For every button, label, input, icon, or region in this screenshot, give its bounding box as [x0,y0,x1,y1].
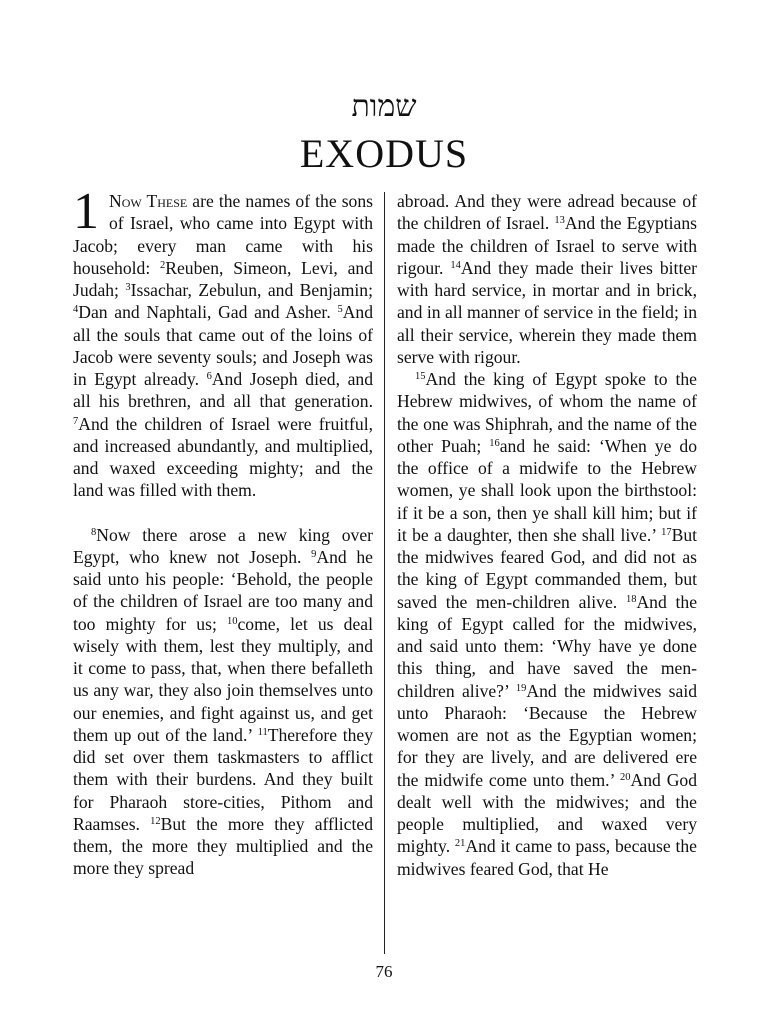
verse-text: Now there arose a new king over Egypt, who knew not Joseph. [73,524,373,567]
right-column [397,190,697,880]
paragraph [397,190,697,368]
verse-number: 4 [73,304,79,316]
verse-number: 15 [415,371,426,382]
verse-number: 20 [620,771,631,783]
verse-text: abroad. And they were adread because of the children of Israel. [397,191,697,234]
verse-text: Issachar, Zebulun, and Benjamin; [130,280,373,300]
verse-number: 12 [150,815,161,827]
verse-number: 18 [625,593,637,605]
verse-number: 7 [73,415,79,427]
verse-number: 6 [206,371,212,382]
page-number: 76 [375,962,393,981]
verse-text: And God dealt well with the midwives; and the people multiplied, and waxed very mighty. [397,769,697,857]
verse-text: And the children of Israel were fruitful, and increased abundantly, and multiplied, and waxed exceeding mighty; and the land was filled with them. [73,413,373,501]
verse-text: Therefore they did set over them taskmasters to afflict them with their burdens. And they built for Pharaoh store-cities, Pithom and Raamses. [73,724,373,834]
verse-text: And all the souls that came out of the loins of Jacob were seventy souls; and Joseph was in Egypt already. [73,302,373,389]
book-title: EXODUS [299,131,469,176]
verse-number: 17 [661,526,672,538]
verse-text: And the king of Egypt called for the midwives, and said unto them: ‘Why have ye done this thing, and have saved the men-children alive?’ [397,591,697,701]
opening-words: Now These [109,191,188,211]
verse-text: are the names of the sons of Israel, who came into Egypt with Jacob; every man came with his household: [73,191,373,278]
verse-number: 3 [125,282,131,293]
chapter-number: 1 [73,183,99,240]
verse-number: 9 [311,548,317,560]
verse-number: 5 [337,304,343,316]
verse-text: And Joseph died, and all his brethren, and all that generation. [73,369,373,412]
verse-text: Reuben, Simeon, Levi, and Judah; [73,257,373,300]
verse-text: And the midwives said unto Pharaoh: ‘Because the Hebrew women are not as the Egyptian women; for they are lively, and are delivered ere the midwife come unto them.’ [397,680,698,790]
verse-number: 8 [91,526,97,538]
paragraph [397,368,697,880]
verse-number: 21 [454,838,466,850]
column-divider [384,192,385,954]
verse-number: 2 [160,259,166,271]
verse-text: And he said unto his people: ‘Behold, the people of the children of Israel are too many and too mighty for us; [73,546,373,634]
verse-text: come, let us deal wisely with them, lest they multiply, and it come to pass, that, when there befalleth us any war, they also join themselves unto our enemies, and fight against us, and get them up out of the land.’ [73,613,373,745]
paragraph [73,524,373,880]
verse-number: 16 [489,437,500,449]
verse-text: And the Egyptians made the children of Israel to serve with rigour. [397,213,697,278]
verse-text: But the midwives feared God, and did not as the king of Egypt commanded them, but saved the men-children alive. [397,524,697,612]
verse-text: But the more they afflicted them, the more they multiplied and the more they spread [73,813,373,879]
verse-text: Dan and Naphtali, Gad and Asher. [78,302,338,323]
verse-number: 19 [515,682,527,694]
verse-number: 10 [227,615,238,627]
verse-number: 13 [554,215,565,227]
verse-text: And it came to pass, because the midwives feared God, that He [397,836,697,879]
verse-number: 11 [257,726,268,738]
verse-text: And they made their lives bitter with hard service, in mortar and in brick, and in all manner of service in the field; in all their service, wherein they made them serve with rigour. [397,257,697,367]
paragraph [73,183,373,502]
hebrew-title: שמות [351,90,417,123]
verse-number: 14 [450,259,461,271]
verse-text: And the king of Egypt spoke to the Hebrew midwives, of whom the name of the one was Shiphrah, and the name of the other Puah; [397,369,697,456]
left-column [73,183,373,880]
verse-text: and he said: ‘When ye do the office of a midwife to the Hebrew women, ye shall look upon the birthstool: if it be a son, then ye shall kill him; but if it be a daughter, then she shall live.’ [397,435,697,545]
